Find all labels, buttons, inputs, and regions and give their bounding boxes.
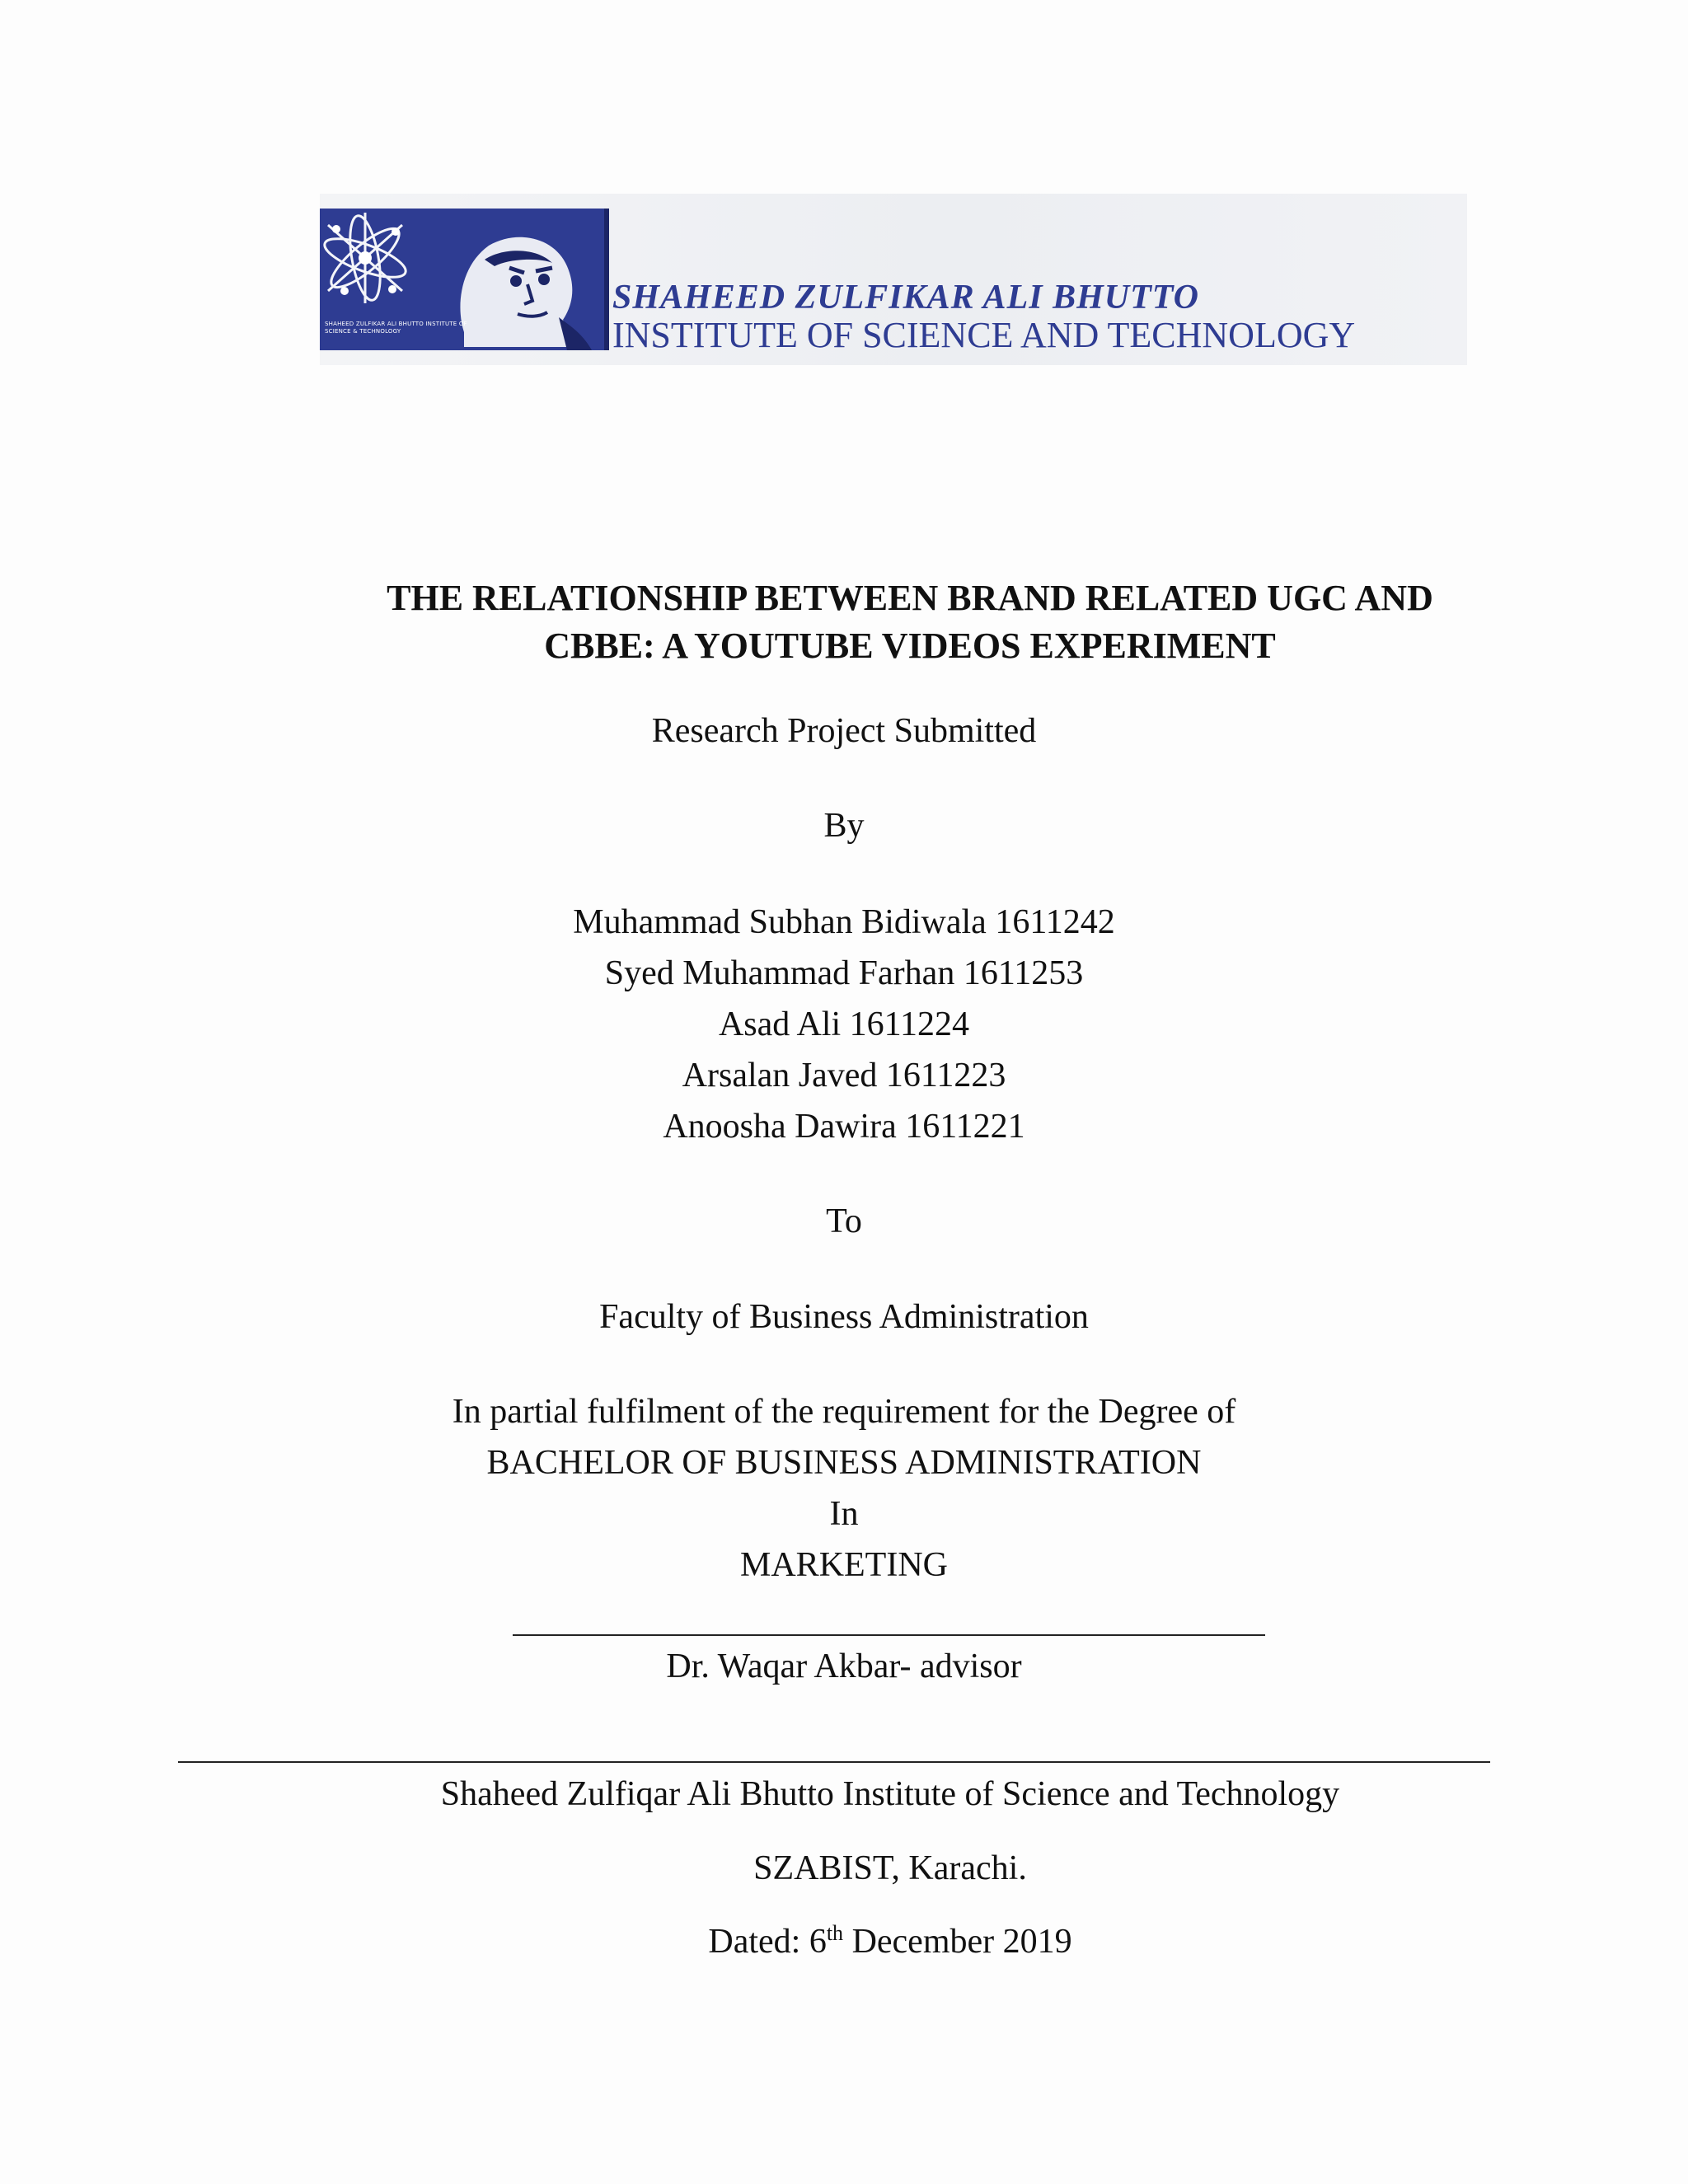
date-line [46,1916,1688,1967]
institute-banner [320,194,1467,365]
signature-rule [513,1634,1265,1636]
thesis-title-line-2: CBBE: A YOUTUBE VIDEOS EXPERIMENT [544,626,1276,666]
thesis-title-line-1: THE RELATIONSHIP BETWEEN BRAND RELATED UGC AND [387,578,1433,618]
advisor-line: Dr. Waqar Akbar- advisor [666,1647,1022,1685]
footer-divider [178,1761,1490,1763]
degree-line-3: In [829,1495,859,1533]
author-5: Anoosha Dawira 1611221 [663,1108,1025,1146]
date-rest: December 2019 [843,1923,1072,1961]
author-2: Syed Muhammad Farhan 1611253 [604,954,1084,992]
author-4: Arsalan Javed 1611223 [682,1057,1006,1094]
banner-line-1: SHAHEED ZULFIKAR ALI BHUTTO [612,279,1199,316]
date-ordinal: th [826,1921,844,1945]
to-line: To [826,1202,862,1240]
submitted-line: Research Project Submitted [651,712,1037,750]
author-3: Asad Ali 1611224 [718,1005,970,1043]
degree-line-1: In partial fulfilment of the requirement for the Degree of [452,1393,1236,1431]
banner-line-2: INSTITUTE OF SCIENCE AND TECHNOLOGY [612,315,1356,355]
date-prefix: Dated: 6 [708,1923,827,1961]
campus-line: SZABIST, Karachi. [753,1849,1027,1887]
institute-line: Shaheed Zulfiqar Ali Bhutto Institute of Science and Technology [440,1775,1340,1813]
degree-line-2: BACHELOR OF BUSINESS ADMINISTRATION [486,1444,1202,1482]
degree-line-4: MARKETING [740,1546,948,1584]
by-line: By [823,807,865,845]
institute-emblem-logo [320,209,609,350]
faculty-line: Faculty of Business Administration [599,1298,1089,1336]
emblem-caption: SHAHEED ZULFIKAR ALI BHUTTO INSTITUTE OF SCIENCE & TECHNOLOGY [325,321,467,335]
author-1: Muhammad Subhan Bidiwala 1611242 [573,903,1115,941]
